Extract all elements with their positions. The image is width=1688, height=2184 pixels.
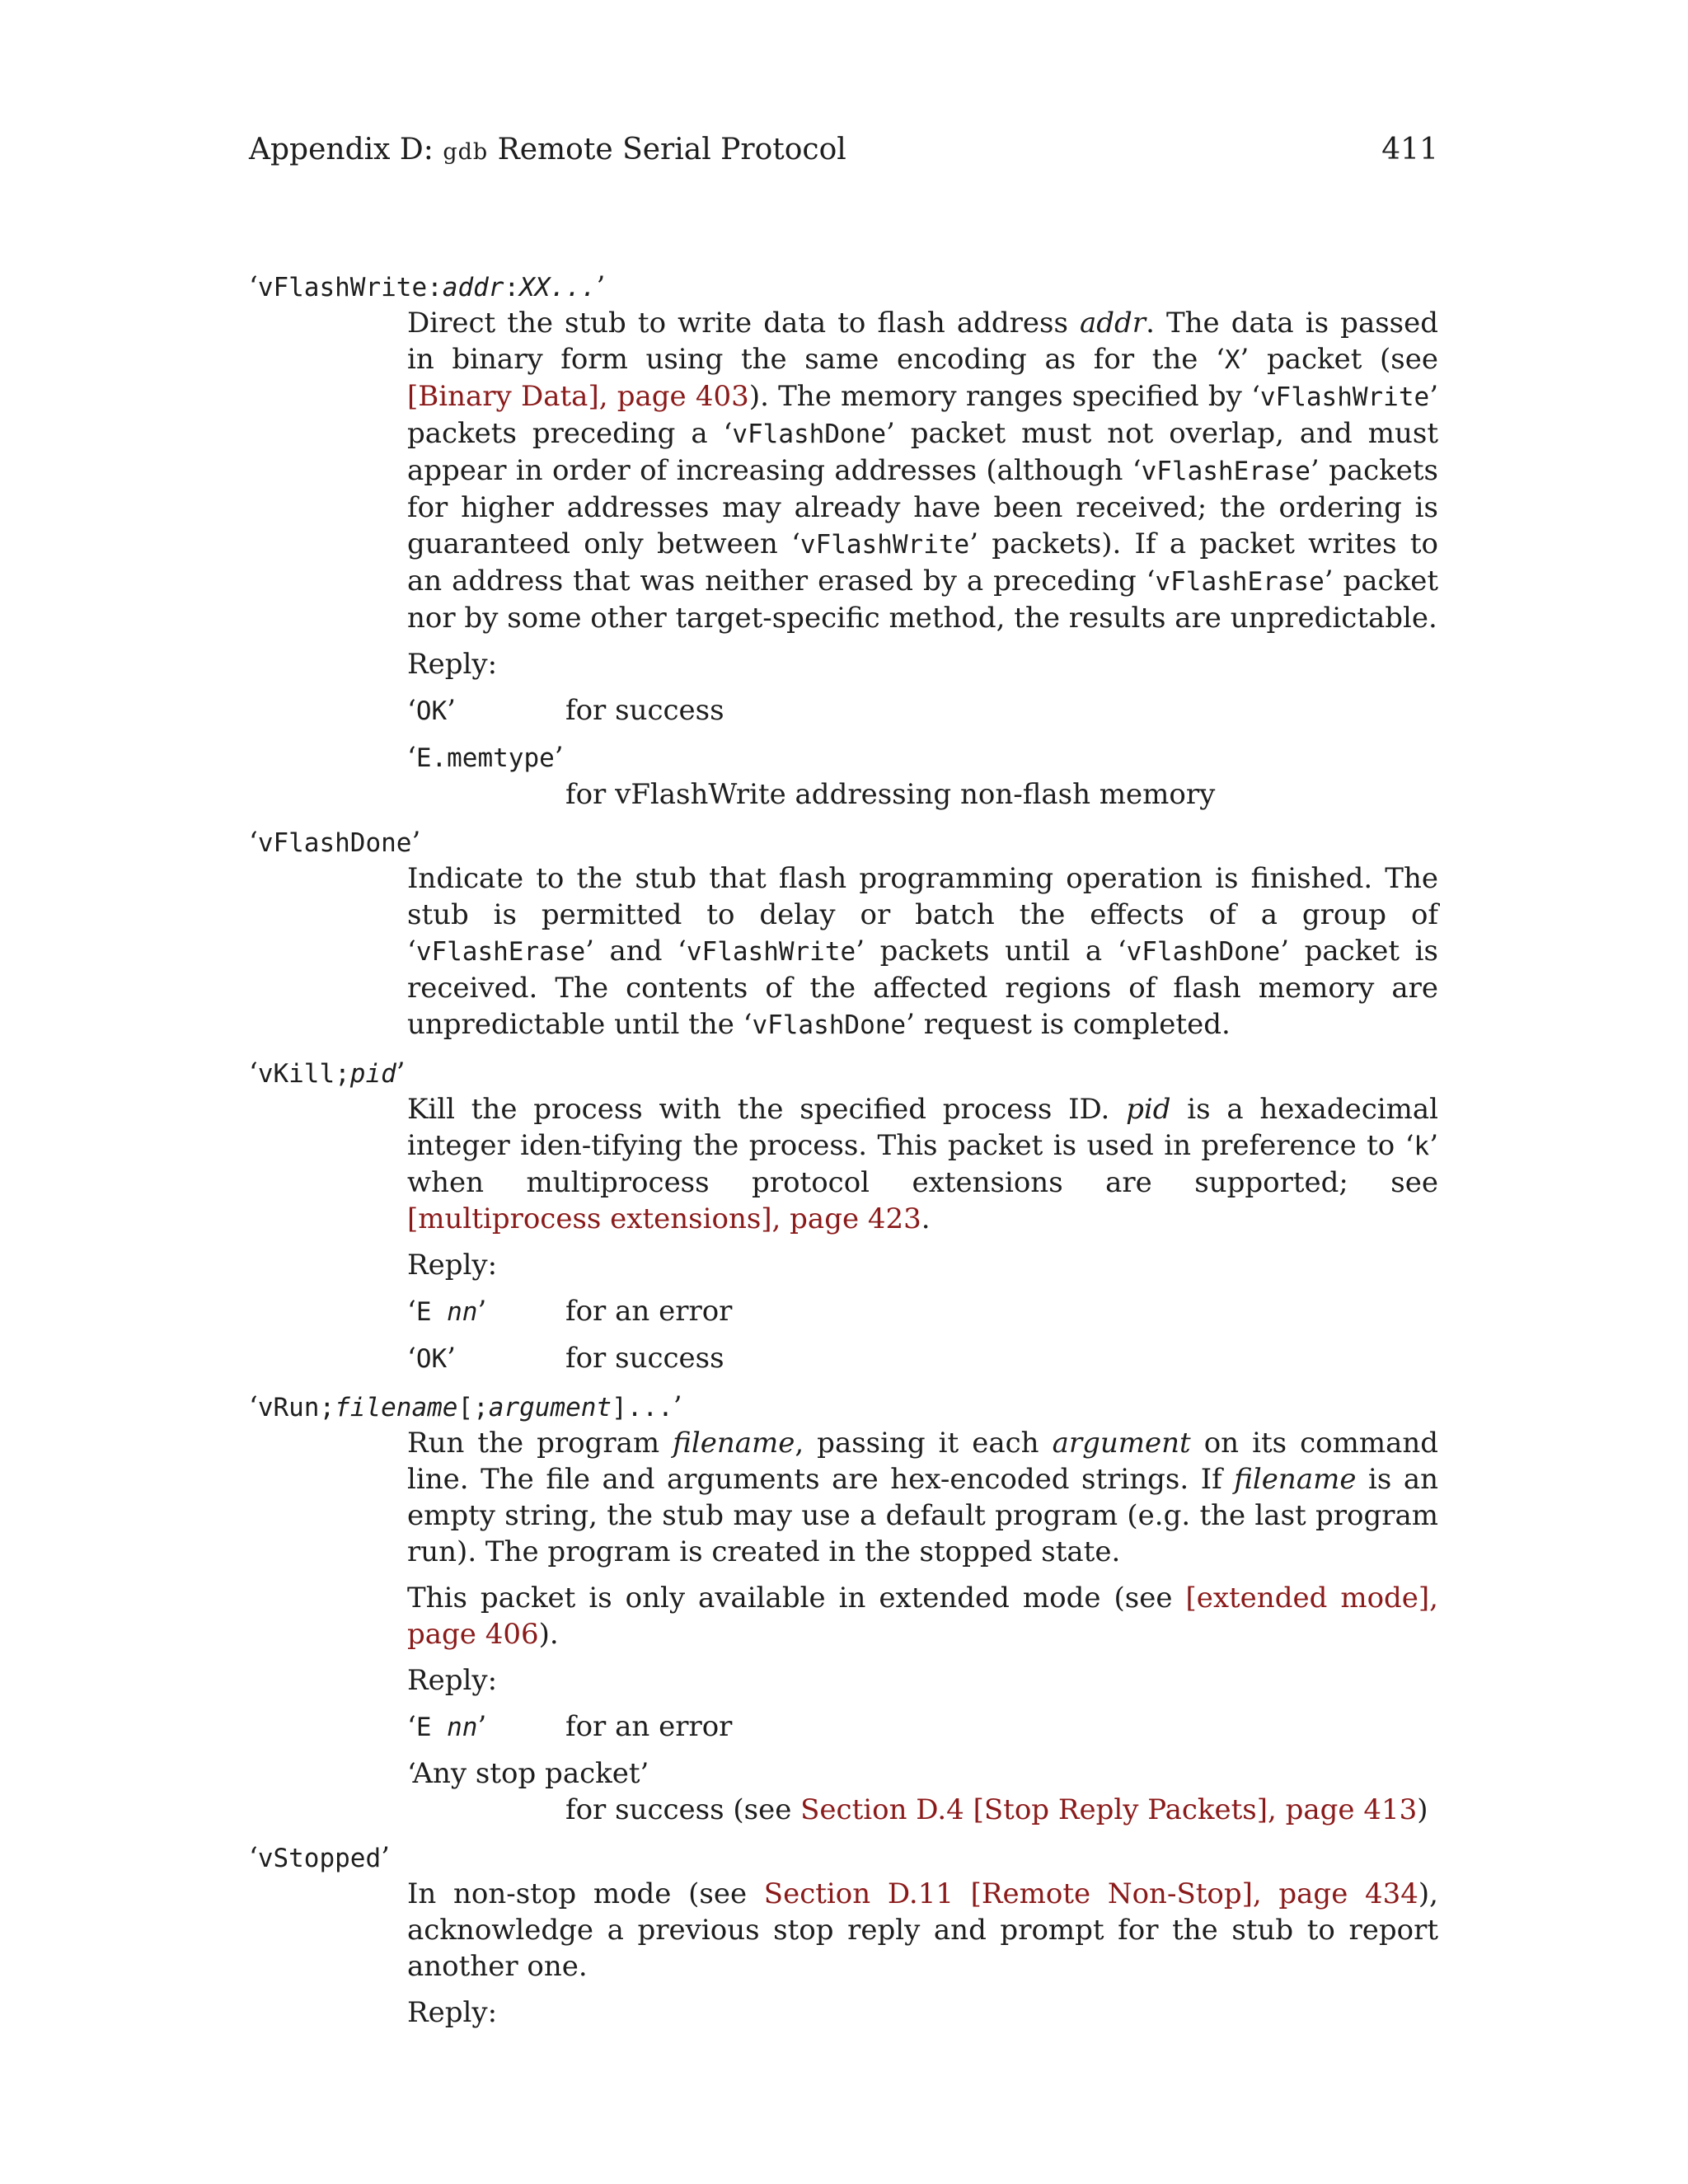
close-quote: ’ [596, 270, 606, 303]
text: is an empty string, the stub may use a default program (e.g. the last program run). The program is created in the stopped state. [407, 1463, 1438, 1568]
xref-stop-reply-link[interactable]: Section D.4 [Stop Reply Packets], page 413 [800, 1793, 1418, 1826]
reply-var: nn [447, 1713, 478, 1742]
reply-row [407, 692, 1438, 729]
entry-vstopped [249, 1840, 1438, 2031]
code: vFlashErase [1155, 567, 1325, 597]
code: vFlashDone [1126, 937, 1281, 967]
entry-vflashwrite [249, 269, 1438, 813]
text: ’ packets preceding a ‘ [407, 380, 1438, 450]
xref-binary-data-link[interactable]: [Binary Data], page 403 [407, 380, 749, 413]
reply-code: E [415, 1297, 448, 1327]
text: ’ packet nor by some other target-specific method, the results are unpredictable. [407, 565, 1438, 635]
reply-code: OK [415, 1344, 448, 1374]
paragraph [407, 1425, 1438, 1570]
text: ). The memory ranges specified by ‘ [748, 380, 1260, 413]
term-command: vFlashWrite: [257, 273, 443, 302]
text: ’ packet must not overlap, and must appear in order of increasing addresses (although ‘ [407, 417, 1438, 487]
var: argument [1052, 1427, 1191, 1460]
term-var: addr [442, 273, 504, 302]
term-vflashwrite [249, 269, 1438, 305]
chapter-suffix: Remote Serial Protocol [488, 133, 846, 166]
reply-table [407, 692, 1438, 813]
reply-row [407, 1708, 1438, 1746]
reply-label: Reply: [407, 1664, 498, 1697]
reply-table [407, 1293, 1438, 1377]
reply-code: OK [415, 696, 448, 726]
reply-label: Reply: [407, 648, 498, 681]
code: k [1414, 1132, 1430, 1161]
text: . The data is passed in binary form using the same encoding as for the ‘ [407, 307, 1438, 376]
reply-code: E.memtype [415, 743, 555, 773]
code: vFlashWrite [686, 937, 856, 967]
text: ’ and ‘ [585, 935, 687, 968]
reply-desc: for vFlashWrite addressing non-flash memory [565, 778, 1216, 811]
term-vkill: ‘vKill;pid’ [249, 1057, 406, 1090]
paragraph [407, 1876, 1438, 1985]
reply-text: Any stop packet [412, 1757, 640, 1790]
paragraph [407, 860, 1438, 1043]
var: addr [1080, 307, 1146, 340]
reply-key: ‘Any stop packet’ [407, 1757, 649, 1790]
text: ) [1417, 1793, 1428, 1826]
reply-table [407, 1708, 1438, 1828]
text: , passing it each [795, 1427, 1053, 1460]
entry-vkill [249, 1055, 1438, 1377]
paragraph [407, 305, 1438, 636]
definition-vflashdone [407, 860, 1438, 1043]
text: Indicate to the stub that flash programming operation is finished. The stub is permitted to delay or batch the effects of a group of ‘ [407, 862, 1438, 968]
definition-vstopped [407, 1876, 1438, 2031]
text: ’ when multiprocess protocol extensions are supported; see [407, 1129, 1438, 1199]
term-command: vRun; [257, 1393, 335, 1422]
code: vFlashWrite [1259, 382, 1430, 412]
code: vFlashDone [752, 1010, 907, 1040]
xref-multiprocess-link[interactable]: [multiprocess extensions], page 423 [407, 1202, 921, 1235]
text: ’ packet is received. The contents of the affected regions of flash memory are unpredictable until the ‘ [407, 935, 1439, 1041]
text: This packet is only available in extended mode (see [407, 1582, 1186, 1615]
open-quote: ‘ [249, 270, 258, 303]
chapter-prefix: Appendix D: [249, 133, 443, 166]
packet-definitions [249, 269, 1438, 2042]
page-number: 411 [1381, 133, 1438, 166]
reply-row [407, 739, 1438, 813]
text: In non-stop mode (see [407, 1877, 764, 1910]
var: filename [1234, 1463, 1357, 1496]
var: pid [1126, 1093, 1171, 1126]
definition-vkill [407, 1091, 1438, 1377]
term-sep: : [504, 273, 520, 302]
xref-extended-mode-link[interactable]: [extended mode], page 406 [407, 1582, 1438, 1651]
xref-remote-non-stop-link[interactable]: Section D.11 [Remote Non-Stop], page 434 [763, 1877, 1418, 1910]
term-vstopped: ‘vStopped’ [249, 1841, 390, 1874]
reply-key: ‘E nn’ [407, 1710, 487, 1743]
code: vFlashErase [1141, 457, 1311, 486]
term-command: vFlashDone [257, 828, 412, 858]
text: Kill the process with the specified process ID. [407, 1093, 1127, 1126]
text: ’ packets for higher addresses may already have been received; the ordering is guaranteed only between ‘ [407, 454, 1438, 560]
text: ’ packets). If a packet writes to an address that was neither erased by a preceding ‘ [407, 527, 1439, 598]
reply-label: Reply: [407, 1249, 498, 1282]
text: . [921, 1202, 931, 1235]
term-var: XX... [519, 273, 597, 302]
text: ’ packets until a ‘ [856, 935, 1127, 968]
entry-vflashdone [249, 824, 1438, 1043]
text: ’ request is completed. [906, 1008, 1231, 1041]
term-vflashdone: ‘vFlashDone’ [249, 826, 421, 859]
text: on its command line. The file and arguments are hex-encoded strings. If [407, 1427, 1439, 1496]
reply-row [407, 1755, 1438, 1828]
text: is a hexadecimal integer iden-tifying the process. This packet is used in preference to ‘ [407, 1093, 1439, 1162]
reply-key: ‘E.memtype’ [407, 741, 564, 774]
definition-vflashwrite [407, 305, 1438, 813]
text: for success (see [565, 1793, 801, 1826]
code: vFlashWrite [799, 530, 970, 560]
reply-row [407, 1293, 1438, 1330]
term-var: argument [488, 1393, 612, 1422]
term-var: filename [335, 1393, 458, 1422]
entry-vrun [249, 1389, 1438, 1828]
code: vFlashErase [415, 937, 586, 967]
text: ). [538, 1618, 559, 1651]
var: filename [673, 1427, 795, 1460]
term-command: vKill; [257, 1059, 350, 1089]
term-var: pid [349, 1059, 396, 1089]
term-command: vStopped [257, 1844, 382, 1873]
reply-row [407, 1340, 1438, 1377]
reply-key: ‘E nn’ [407, 1295, 487, 1328]
reply-desc: for an error [565, 1295, 733, 1328]
term-sep: [; [457, 1393, 489, 1422]
reply-key: ‘OK’ [407, 1342, 456, 1375]
text: ’ packet (see [1240, 343, 1438, 376]
reply-desc: for an error [565, 1710, 733, 1743]
reply-code: E [415, 1713, 448, 1742]
chapter-title [249, 132, 846, 171]
reply-desc: for success [565, 694, 724, 727]
gdb-smallcaps: gdb [443, 139, 489, 165]
reply-var: nn [447, 1297, 478, 1327]
reply-key: ‘OK’ [407, 694, 456, 727]
term-sep: ]... [612, 1393, 673, 1422]
term-vrun: ‘vRun;filename[;argument]...’ [249, 1390, 682, 1423]
reply-desc: for success [565, 1342, 724, 1375]
text: ), acknowledge a previous stop reply and prompt for the stub to report another one. [407, 1877, 1438, 1983]
text: Run the program [407, 1427, 673, 1460]
reply-desc [565, 1792, 1438, 1828]
definition-vrun [407, 1425, 1438, 1828]
code: X [1224, 345, 1240, 375]
paragraph [407, 1580, 1438, 1652]
reply-label: Reply: [407, 1996, 498, 2029]
text: Direct the stub to write data to flash address [407, 307, 1080, 340]
code: vFlashDone [732, 419, 886, 449]
paragraph [407, 1091, 1438, 1237]
